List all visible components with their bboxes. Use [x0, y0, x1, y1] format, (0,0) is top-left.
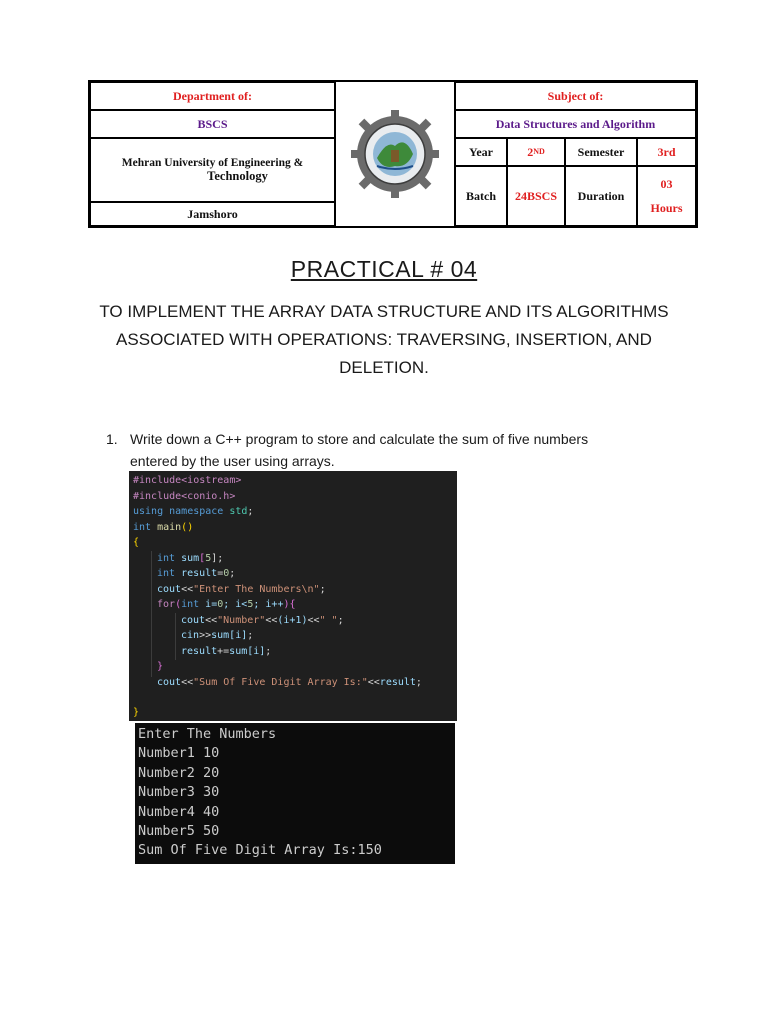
code-token: ; [247, 506, 254, 517]
code-line [133, 489, 457, 505]
code-token: ; [247, 630, 254, 641]
code-line [133, 597, 457, 613]
location: Jamshoro [90, 202, 335, 226]
code-token: ; [265, 645, 272, 657]
code-token: 5 [247, 599, 254, 610]
university-line-1: Mehran University of Engineering & [121, 156, 304, 169]
code-token: cout [181, 614, 206, 626]
semester-label: Semester [565, 138, 637, 166]
code-token: cin [181, 630, 200, 641]
batch-label: Batch [455, 166, 507, 226]
console-output [135, 723, 455, 864]
code-token: "Number" [217, 614, 266, 626]
code-token: (i+1) [277, 614, 308, 626]
code-token: ( [175, 599, 182, 610]
code-line [133, 659, 457, 675]
code-screenshot [129, 471, 457, 721]
code-token: << [205, 614, 218, 626]
code-token: } [157, 661, 164, 672]
duration-number: 03 [660, 177, 673, 191]
code-token: << [307, 614, 320, 626]
code-token: int [157, 552, 176, 564]
code-line [133, 504, 457, 520]
question-text [130, 428, 650, 472]
output-line: Number1 10 [138, 745, 220, 762]
batch-value: 24BSCS [507, 166, 565, 226]
code-token: 5 [205, 552, 212, 564]
code-token: ; [337, 614, 344, 626]
code-token: ; i++ [253, 599, 284, 610]
code-token: 0 [217, 599, 224, 610]
year-number: 2 [527, 144, 534, 159]
question-number: 1. [106, 431, 118, 447]
year-value: 2 ND [507, 138, 565, 166]
code-token: = [217, 568, 224, 579]
question-line-1: Write down a C++ program to store and calculate the sum of five numbers [130, 431, 589, 447]
code-token: ]; [211, 552, 224, 564]
department-label: Department of: [90, 82, 335, 110]
code-token: int [133, 521, 152, 533]
code-token: for [157, 599, 176, 610]
code-token: << [367, 676, 380, 688]
duration-unit: Hours [650, 201, 683, 215]
subject-label: Subject of: [455, 82, 696, 110]
duration-value [637, 166, 696, 226]
code-token: #include<iostream> [133, 475, 242, 486]
code-token: [i] [229, 630, 248, 641]
code-token: int [181, 599, 200, 610]
code-token: cout [157, 676, 182, 688]
code-token: << [181, 676, 194, 688]
code-token: ; [319, 583, 326, 595]
output-line: Number3 30 [138, 784, 220, 801]
code-token: "Sum Of Five Digit Array Is:" [193, 676, 368, 688]
code-line [133, 675, 457, 691]
university-name [90, 138, 335, 202]
university-seal-icon [347, 106, 443, 202]
subtitle-line-2: ASSOCIATED WITH OPERATIONS: TRAVERSING, INSERTION, AND [116, 330, 652, 349]
code-token: int [157, 568, 176, 579]
code-token: sum [229, 645, 248, 657]
code-line [133, 551, 457, 567]
code-token: result [175, 568, 218, 579]
semester-value: 3rd [637, 138, 696, 166]
code-token: [ [199, 552, 206, 564]
code-token: result [379, 676, 416, 688]
code-line [133, 535, 457, 551]
code-line [133, 613, 457, 629]
code-line [133, 473, 457, 489]
code-token: cout [157, 583, 182, 595]
code-token: << [265, 614, 278, 626]
output-line: Sum Of Five Digit Array Is:150 [138, 842, 382, 859]
code-token: i= [199, 599, 218, 610]
code-line [133, 705, 457, 721]
output-line: Number5 50 [138, 822, 220, 839]
subtitle-line-3: DELETION. [339, 358, 429, 377]
duration-label: Duration [565, 166, 637, 226]
practical-title: PRACTICAL # 04 [290, 256, 478, 282]
code-token: " " [319, 614, 338, 626]
subtitle-line-1: TO IMPLEMENT THE ARRAY DATA STRUCTURE AND ITS ALGORITHMS [99, 302, 669, 321]
code-token: { [133, 537, 140, 548]
subject-value: Data Structures and Algorithm [455, 110, 696, 138]
university-line-2: Technology [207, 168, 268, 183]
code-token: #include<conio.h> [133, 490, 236, 502]
code-token: ){ [283, 599, 296, 610]
code-token: >> [199, 630, 212, 641]
code-token: } [133, 707, 140, 718]
department-value: BSCS [90, 110, 335, 138]
code-token: ; [415, 676, 422, 688]
code-token: () [181, 521, 194, 533]
output-line: Number2 20 [138, 764, 220, 781]
code-token: "Enter The Numbers\n" [193, 583, 320, 595]
code-line [133, 566, 457, 582]
year-label: Year [455, 138, 507, 166]
code-token: ; [229, 568, 236, 579]
code-line [133, 520, 457, 536]
code-token: << [181, 583, 194, 595]
output-line: Number4 40 [138, 803, 220, 820]
code-token: ; i< [223, 599, 248, 610]
code-token: sum [175, 552, 200, 564]
code-token: [i] [247, 645, 266, 657]
code-token: main [151, 521, 182, 533]
code-line [133, 628, 457, 644]
code-token: namespace [163, 506, 230, 517]
practical-subtitle [90, 298, 678, 382]
code-token: += [217, 645, 230, 657]
code-token: using [133, 506, 164, 517]
question-line-2: entered by the user using arrays. [130, 453, 335, 469]
code-token: sum [211, 630, 230, 641]
code-token: result [181, 645, 218, 657]
code-line [133, 644, 457, 660]
header-table [88, 80, 698, 228]
code-token: 0 [223, 568, 230, 579]
code-token: std [229, 506, 248, 517]
output-line: Enter The Numbers [138, 726, 277, 742]
code-line [133, 582, 457, 598]
university-logo [335, 82, 455, 226]
